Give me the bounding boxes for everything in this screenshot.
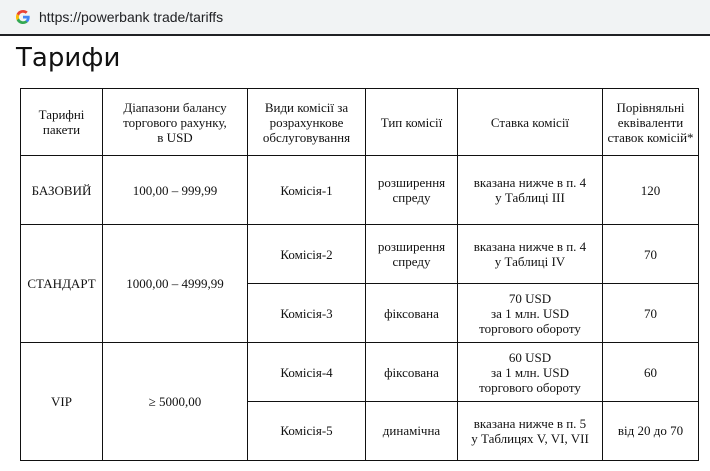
commission-type: динамічна <box>366 401 458 460</box>
commission-equivalent: 60 <box>603 343 699 402</box>
url-text[interactable]: https://powerbank trade/tariffs <box>39 9 224 25</box>
commission-equivalent: 120 <box>603 156 699 225</box>
commission-type: фіксована <box>366 343 458 402</box>
commission-equivalent: від 20 до 70 <box>603 401 699 460</box>
package-name: БАЗОВИЙ <box>21 156 103 225</box>
google-icon <box>15 9 31 25</box>
table-row <box>21 156 699 225</box>
header-equivalents: Порівняльні еквіваленти ставок комісій* <box>603 89 699 156</box>
address-bar[interactable] <box>0 0 710 36</box>
balance-range: 100,00 – 999,99 <box>103 156 248 225</box>
commission-kind: Комісія-2 <box>248 225 366 284</box>
commission-type: фіксована <box>366 284 458 343</box>
commission-equivalent: 70 <box>603 284 699 343</box>
header-packages: Тарифні пакети <box>21 89 103 156</box>
commission-kind: Комісія-1 <box>248 156 366 225</box>
commission-type: розширення спреду <box>366 156 458 225</box>
commission-kind: Комісія-5 <box>248 401 366 460</box>
commission-rate: вказана нижче в п. 4 у Таблиці IV <box>458 225 603 284</box>
commission-rate: 60 USD за 1 млн. USD торгового обороту <box>458 343 603 402</box>
commission-kind: Комісія-3 <box>248 284 366 343</box>
package-name: VIP <box>21 343 103 461</box>
commission-kind: Комісія-4 <box>248 343 366 402</box>
header-commission-rate: Ставка комісії <box>458 89 603 156</box>
balance-range: 1000,00 – 4999,99 <box>103 225 248 343</box>
tariffs-table-frame <box>20 88 698 461</box>
header-commission-kind: Види комісії за розрахункове обслуговування <box>248 89 366 156</box>
table-header-row <box>21 89 699 156</box>
page-title: Тарифи <box>16 43 121 73</box>
commission-rate: 70 USD за 1 млн. USD торгового обороту <box>458 284 603 343</box>
commission-rate: вказана нижче в п. 4 у Таблиці III <box>458 156 603 225</box>
commission-rate: вказана нижче в п. 5 у Таблицях V, VI, VII <box>458 401 603 460</box>
table-row <box>21 225 699 284</box>
commission-equivalent: 70 <box>603 225 699 284</box>
balance-range: ≥ 5000,00 <box>103 343 248 461</box>
header-commission-type: Тип комісії <box>366 89 458 156</box>
package-name: СТАНДАРТ <box>21 225 103 343</box>
tariffs-table <box>20 88 699 461</box>
commission-type: розширення спреду <box>366 225 458 284</box>
header-balance-range: Діапазони балансу торгового рахунку, в USD <box>103 89 248 156</box>
table-row <box>21 343 699 402</box>
